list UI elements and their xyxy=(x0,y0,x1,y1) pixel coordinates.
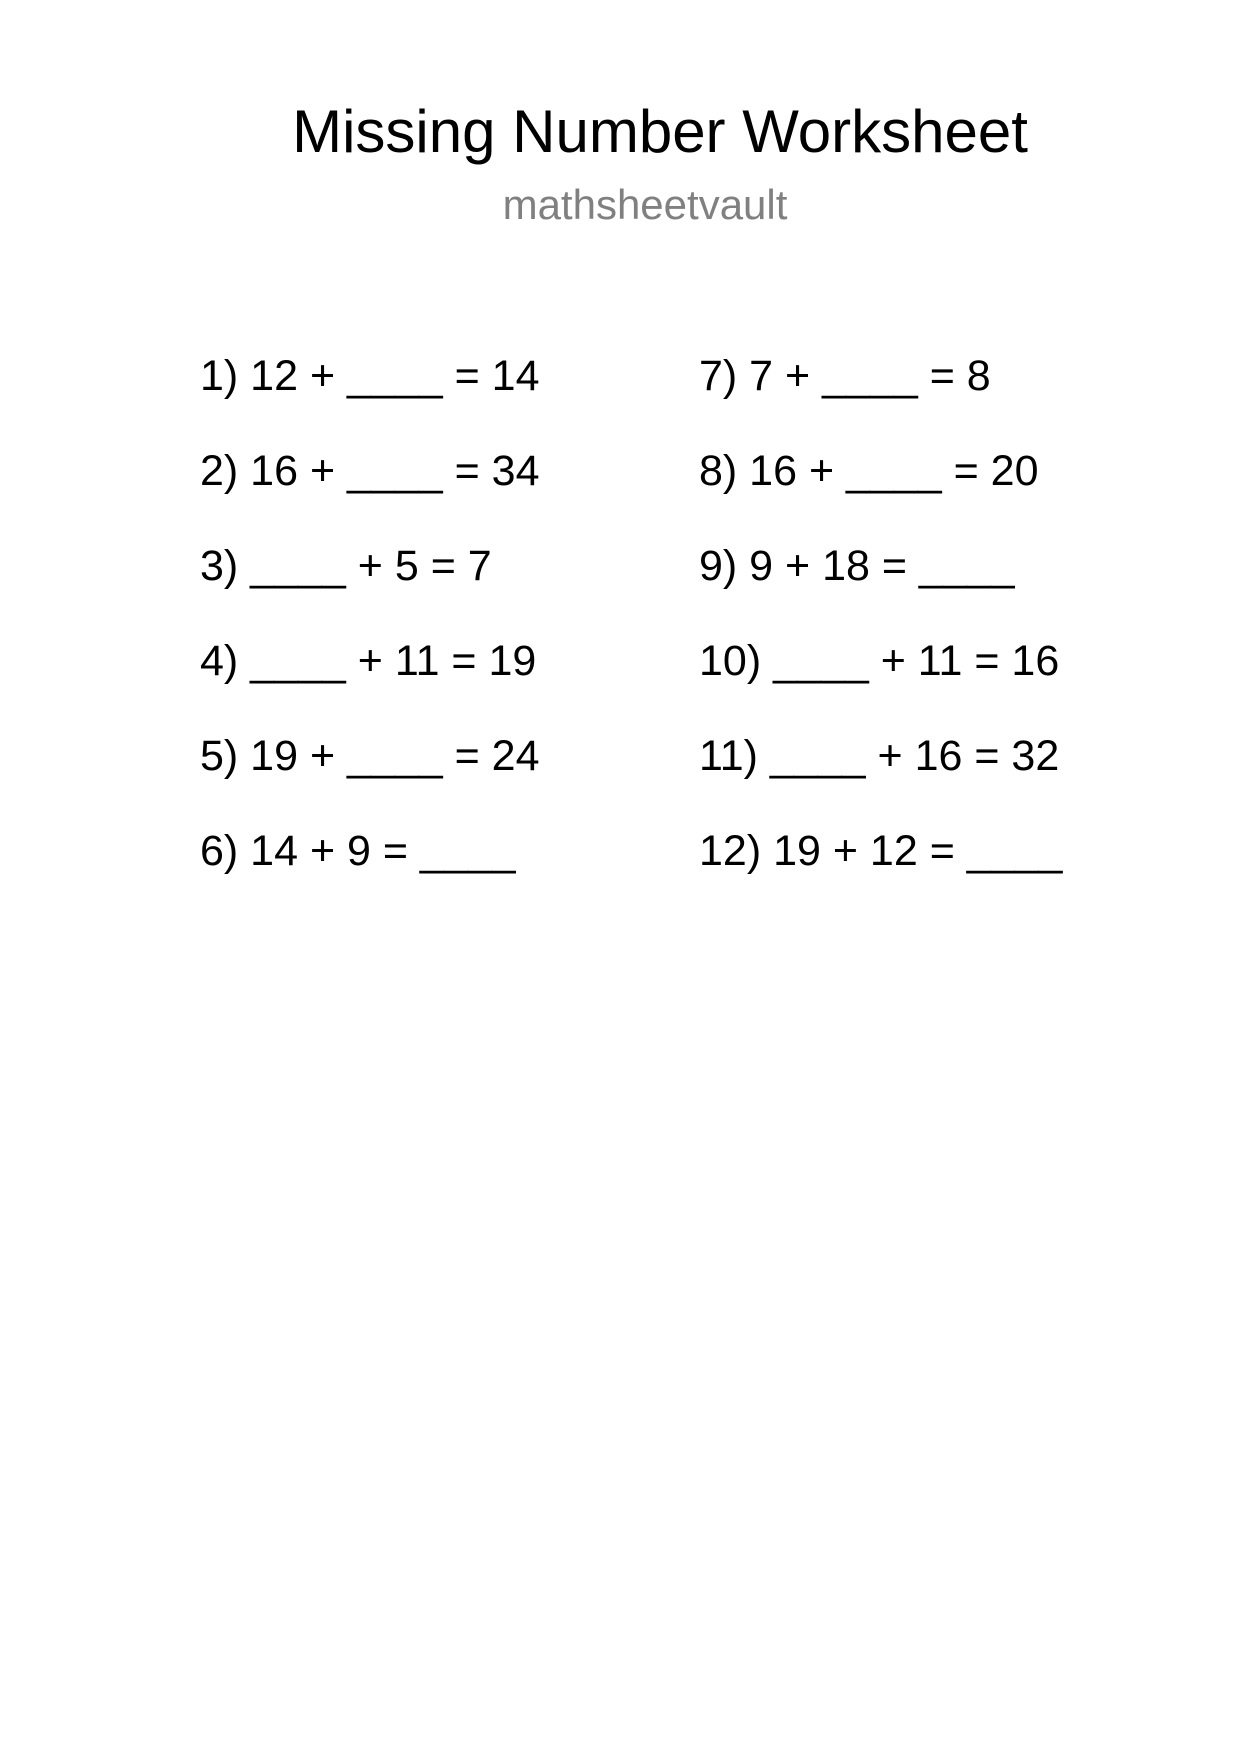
problem-6: 6) 14 + 9 = ____ xyxy=(200,827,516,875)
problems-left-column xyxy=(200,348,540,918)
problem-10: 10) ____ + 11 = 16 xyxy=(699,637,1060,685)
problem-1: 1) 12 + ____ = 14 xyxy=(200,352,540,400)
problems-right-column xyxy=(699,348,1062,918)
problem-9: 9) 9 + 18 = ____ xyxy=(699,542,1015,590)
problem-5: 5) 19 + ____ = 24 xyxy=(200,732,540,780)
problem-4: 4) ____ + 11 = 19 xyxy=(200,637,537,685)
worksheet-subtitle: mathsheetvault xyxy=(502,181,788,228)
problem-3: 3) ____ + 5 = 7 xyxy=(200,542,492,590)
problem-11: 11) ____ + 16 = 32 xyxy=(699,732,1060,780)
problem-2: 2) 16 + ____ = 34 xyxy=(200,447,540,495)
worksheet-title: Missing Number Worksheet xyxy=(292,98,1028,165)
problem-7: 7) 7 + ____ = 8 xyxy=(699,352,991,400)
problem-12: 12) 19 + 12 = ____ xyxy=(699,827,1063,875)
problem-8: 8) 16 + ____ = 20 xyxy=(699,447,1039,495)
